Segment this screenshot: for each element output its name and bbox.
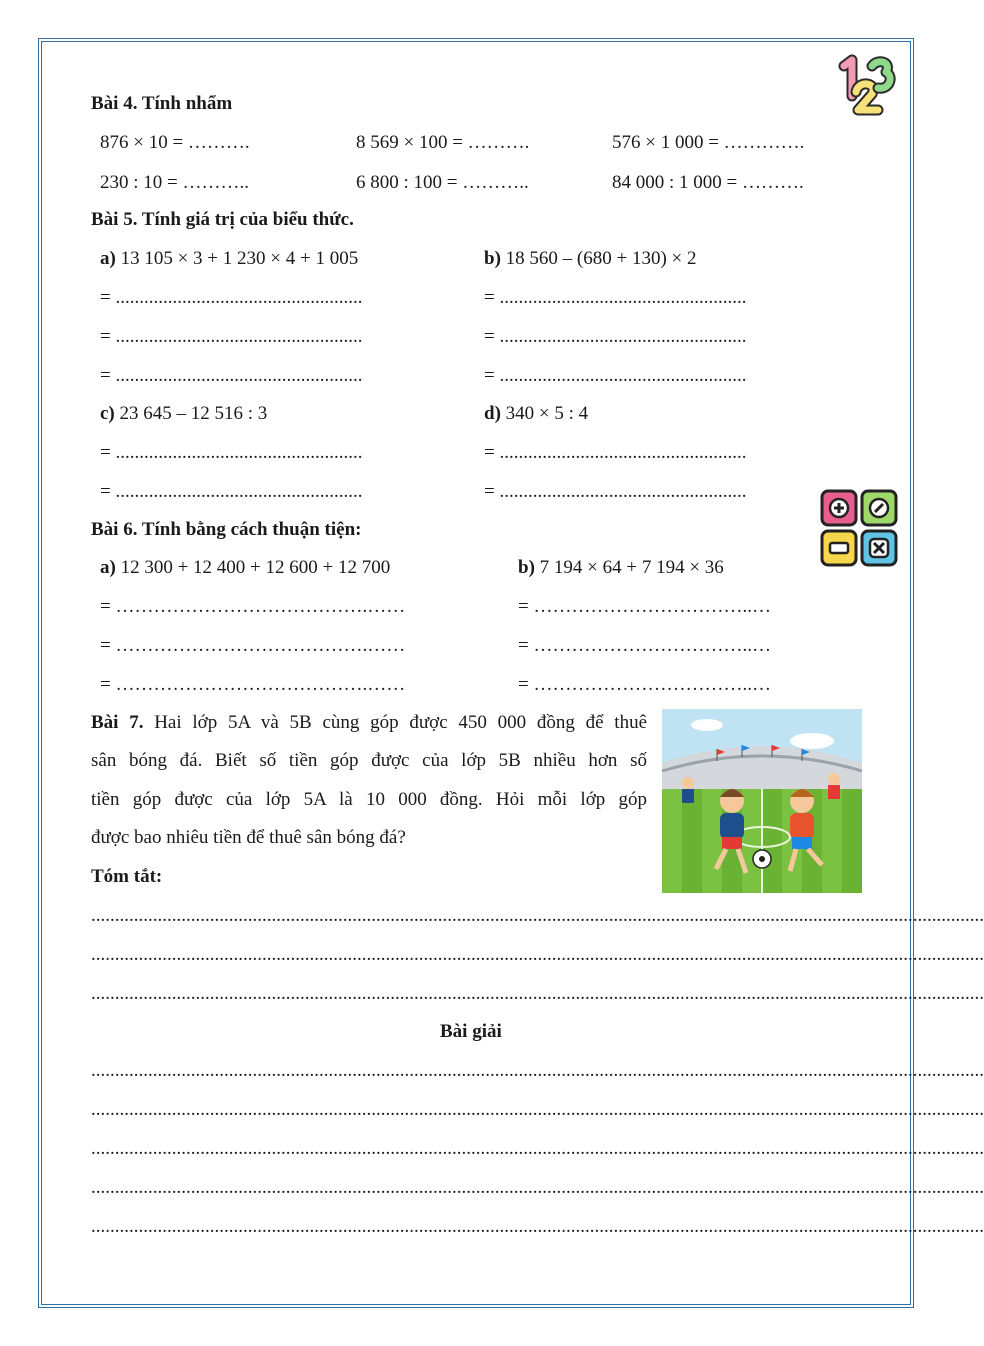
bai5-d-label: d) — [484, 403, 501, 424]
bai5-c-line-2[interactable]: = .................................................... — [100, 481, 363, 502]
bai5-title — [91, 208, 354, 232]
bai6-a-line-3[interactable]: = ………………………………….…… — [100, 674, 406, 695]
bai5-b-expr: 18 560 – (680 + 130) × 2 — [505, 248, 697, 269]
bai5-title-bold: Bài 5 — [91, 209, 133, 230]
bai5-b-line-3[interactable]: = .................................................... — [484, 365, 747, 386]
summary-title: Tóm tắt: — [91, 866, 163, 887]
solution-line-2[interactable]: ............................................................................................................................................................................................ — [91, 1099, 984, 1120]
bai4-item-4: 230 : 10 = ……….. — [100, 172, 249, 193]
bai5-c — [100, 402, 267, 426]
solution-line-3[interactable]: ............................................................................................................................................................................................ — [91, 1138, 984, 1159]
bai5-a-label: a) — [100, 248, 116, 269]
math-operations-icon — [820, 489, 898, 567]
bai6-a-line-2[interactable]: = ………………………………….…… — [100, 635, 406, 656]
numbers-123-icon — [834, 52, 896, 124]
bai5-c-label: c) — [100, 403, 115, 424]
bai4-item-2: 8 569 × 100 = ………. — [356, 132, 530, 153]
bai7-text-1: Hai lớp 5A và 5B cùng góp được 450 000 đồng để thuê — [154, 712, 648, 733]
bai4-item-3: 576 × 1 000 = …………. — [612, 132, 805, 153]
bai7-label: Bài 7. — [91, 712, 144, 733]
bai4-item-6: 84 000 : 1 000 = ………. — [612, 172, 804, 193]
bai5-c-expr: 23 645 – 12 516 : 3 — [119, 403, 268, 424]
bai4-item-5: 6 800 : 100 = ……….. — [356, 172, 529, 193]
bai5-d-expr: 340 × 5 : 4 — [505, 403, 589, 424]
bai5-d-line-1[interactable]: = .................................................... — [484, 442, 747, 463]
bai7-line-4: được bao nhiêu tiền để thuê sân bóng đá? — [91, 827, 406, 848]
bai5-a-line-3[interactable]: = .................................................... — [100, 365, 363, 386]
bai5-a-expr: 13 105 × 3 + 1 230 × 4 + 1 005 — [120, 248, 359, 269]
bai5-a-line-2[interactable]: = .................................................... — [100, 326, 363, 347]
summary-line-2[interactable]: ............................................................................................................................................................................................ — [91, 944, 984, 965]
solution-line-5[interactable]: ............................................................................................................................................................................................ — [91, 1216, 984, 1237]
bai5-b — [484, 247, 697, 271]
bai6-title-bold: Bài 6 — [91, 519, 133, 540]
bai6-b-line-2[interactable]: = ……………………………..… — [518, 635, 771, 656]
bai6-a-line-1[interactable]: = ………………………………….…… — [100, 596, 406, 617]
bai5-title-rest: . Tính giá trị của biểu thức. — [132, 209, 354, 230]
bai6-b — [518, 556, 724, 580]
bai7-line-2: sân bóng đá. Biết số tiền góp được của lớp 5B nhiều hơn số — [91, 750, 647, 771]
bai6-b-label: b) — [518, 557, 535, 578]
bai5-b-label: b) — [484, 248, 501, 269]
bai5-a — [100, 247, 358, 271]
bai5-b-line-1[interactable]: = .................................................... — [484, 287, 747, 308]
bai6-b-line-1[interactable]: = ……………………………..… — [518, 596, 771, 617]
bai4-title: Bài 4. Tính nhẩm — [91, 93, 233, 114]
summary-line-1[interactable]: ............................................................................................................................................................................................ — [91, 905, 984, 926]
solution-line-1[interactable]: ............................................................................................................................................................................................ — [91, 1060, 984, 1081]
bai6-title-rest: . Tính bằng cách thuận tiện: — [132, 519, 362, 540]
bai7-line-1 — [91, 711, 647, 735]
bai6-a-expr: 12 300 + 12 400 + 12 600 + 12 700 — [120, 557, 391, 578]
bai6-title — [91, 518, 361, 542]
bai7-line-3: tiền góp được của lớp 5A là 10 000 đồng. Hỏi mỗi lớp góp — [91, 789, 647, 810]
bai5-d — [484, 402, 588, 426]
solution-title: Bài giải — [440, 1021, 502, 1042]
bai5-c-line-1[interactable]: = .................................................... — [100, 442, 363, 463]
soccer-kids-illustration — [662, 709, 862, 893]
bai5-b-line-2[interactable]: = .................................................... — [484, 326, 747, 347]
summary-line-3[interactable]: ............................................................................................................................................................................................ — [91, 983, 984, 1004]
bai6-a — [100, 556, 390, 580]
bai6-b-expr: 7 194 × 64 + 7 194 × 36 — [539, 557, 724, 578]
bai5-a-line-1[interactable]: = .................................................... — [100, 287, 363, 308]
bai6-a-label: a) — [100, 557, 116, 578]
solution-line-4[interactable]: ............................................................................................................................................................................................ — [91, 1177, 984, 1198]
bai5-d-line-2[interactable]: = .................................................... — [484, 481, 747, 502]
bai4-item-1: 876 × 10 = ………. — [100, 132, 250, 153]
bai6-b-line-3[interactable]: = ……………………………..… — [518, 674, 771, 695]
